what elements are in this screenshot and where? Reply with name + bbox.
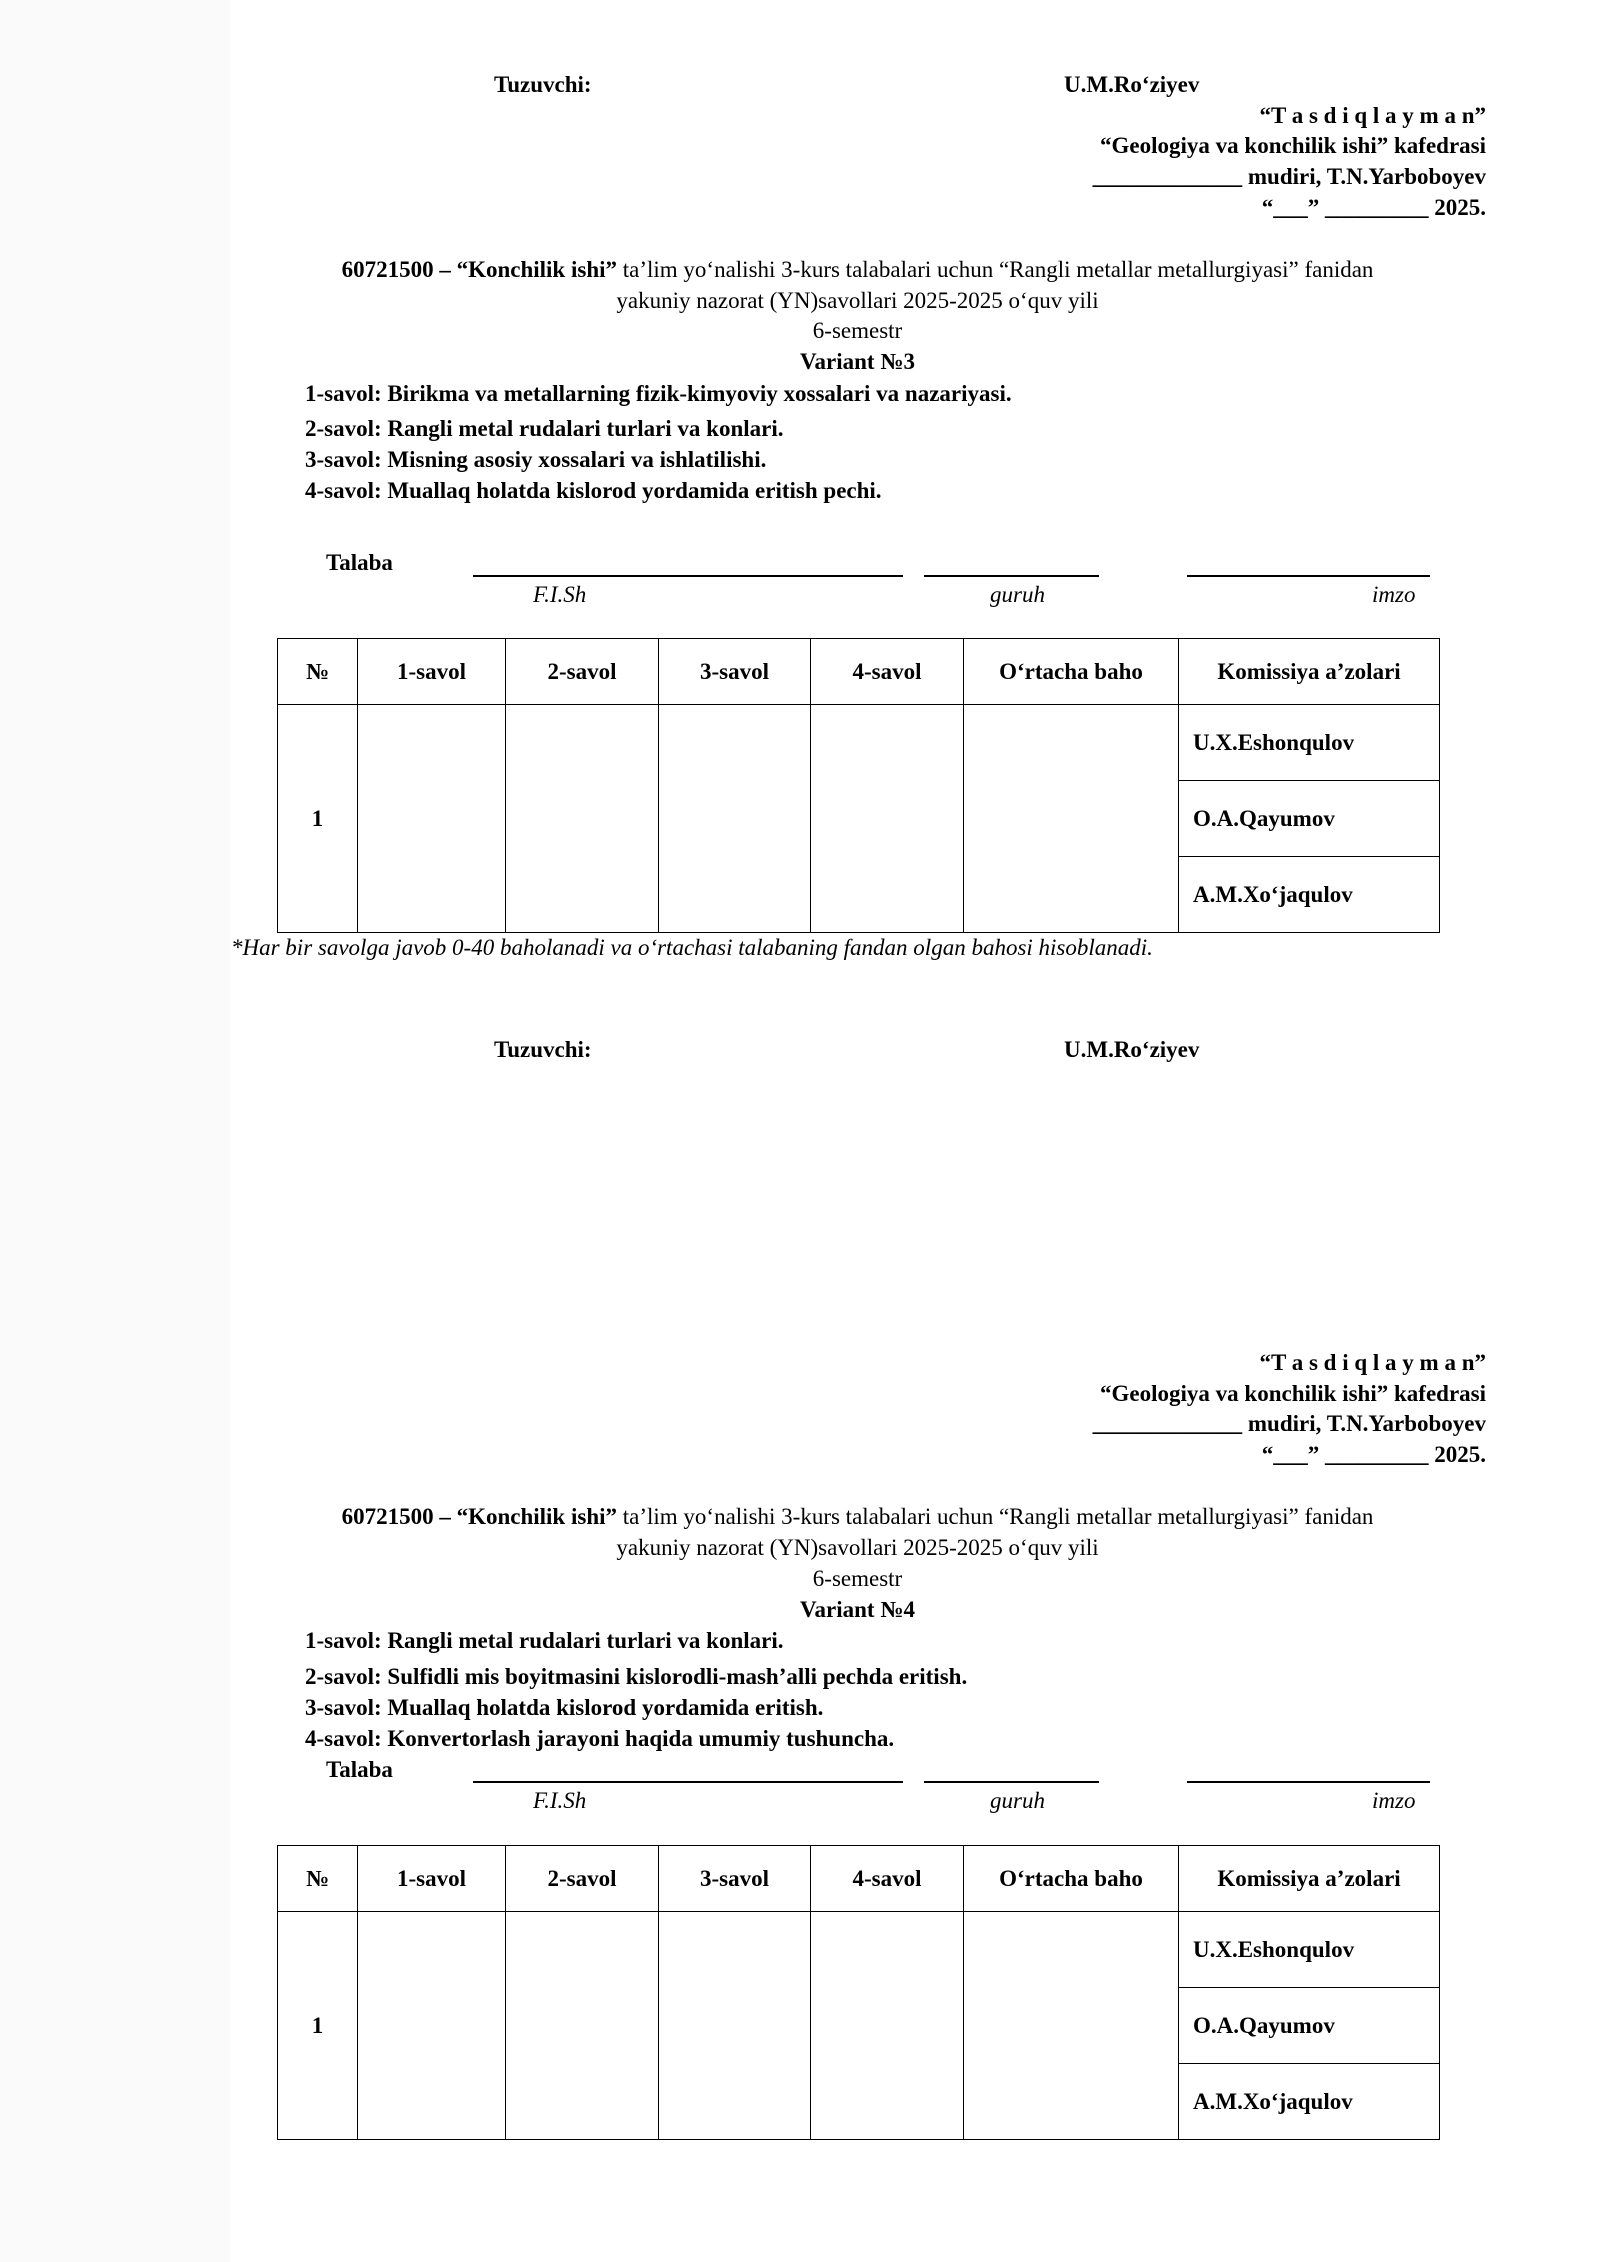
exam-heading-line1 — [230, 257, 1485, 283]
approval-head-name: mudiri, T.N.Yarboboyev — [1247, 164, 1486, 189]
row-number: 1 — [278, 705, 358, 933]
header-question-4: 4-savol — [811, 639, 964, 705]
question-2: 2-savol: Rangli metal rudalari turlari va konlari. — [305, 416, 784, 441]
signature-line — [1187, 1781, 1430, 1783]
fish-caption: F.I.Sh — [533, 582, 587, 607]
approval-title: “T a s d i q l a y m a n” — [1259, 103, 1486, 128]
footnote: *Har bir savolga javob 0-40 baholanadi va o‘rtachasi talabaning fandan olgan bahosi hisoblanadi. — [231, 935, 1153, 960]
signature-caption: imzo — [1372, 1788, 1416, 1813]
semester: 6-semestr — [812, 1566, 903, 1591]
header-commission: Komissiya a’zolari — [1179, 1846, 1440, 1912]
compiler-label: Tuzuvchi: — [494, 72, 592, 97]
approval-date: “___” _________ 2025. — [1261, 1442, 1486, 1467]
variant-title: Variant №3 — [800, 349, 915, 374]
grade-cell-1 — [358, 1912, 506, 2140]
compiler-name: U.M.Ro‘ziyev — [1064, 72, 1200, 97]
grade-cell-2 — [506, 705, 659, 933]
group-caption: guruh — [990, 582, 1045, 607]
heading-text: ta’lim yo‘nalishi 3-kurs talabalari uchun “Rangli metallar metallurgiyasi” fanidan — [617, 257, 1374, 282]
commission-member: A.M.Xo‘jaqulov — [1179, 2064, 1440, 2140]
signature-blank: _____________ — [1092, 164, 1243, 189]
compiler-name-2: U.M.Ro‘ziyev — [1064, 1037, 1200, 1062]
approval-head — [1093, 1411, 1486, 1437]
student-label: Talaba — [326, 550, 393, 575]
signature-line — [1187, 575, 1430, 577]
program-code: 60721500 – “Konchilik ishi” — [341, 257, 617, 282]
header-question-2: 2-savol — [506, 639, 659, 705]
header-number: № — [278, 1846, 358, 1912]
approval-head-name: mudiri, T.N.Yarboboyev — [1247, 1411, 1486, 1436]
exam-heading-line2: yakuniy nazorat (YN)savollari 2025-2025 o‘quv yili — [616, 1535, 1099, 1560]
signature-blank: _____________ — [1092, 1411, 1243, 1436]
grade-cell-1 — [358, 705, 506, 933]
grade-cell-3 — [659, 1912, 811, 2140]
grading-table — [277, 638, 1440, 933]
exam-heading-line2: yakuniy nazorat (YN)savollari 2025-2025 o‘quv yili — [616, 288, 1099, 313]
approval-title: “T a s d i q l a y m a n” — [1259, 1350, 1486, 1375]
table-row — [278, 705, 1440, 781]
question-1: 1-savol: Rangli metal rudalari turlari va konlari. — [305, 1628, 784, 1653]
semester: 6-semestr — [812, 318, 903, 343]
group-caption: guruh — [990, 1788, 1045, 1813]
student-label: Talaba — [326, 1757, 393, 1782]
program-code: 60721500 – “Konchilik ishi” — [341, 1504, 617, 1529]
header-question-3: 3-savol — [659, 639, 811, 705]
average-cell — [964, 1912, 1179, 2140]
approval-head — [1093, 164, 1486, 190]
question-2: 2-savol: Sulfidli mis boyitmasini kislorodli-mash’alli pechda eritish. — [305, 1664, 968, 1689]
header-question-4: 4-savol — [811, 1846, 964, 1912]
approval-department: “Geologiya va konchilik ishi” kafedrasi — [1100, 133, 1486, 158]
header-commission: Komissiya a’zolari — [1179, 639, 1440, 705]
approval-date: “___” _________ 2025. — [1261, 195, 1486, 220]
table-header-row — [278, 639, 1440, 705]
fish-line — [473, 575, 903, 577]
header-question-3: 3-savol — [659, 1846, 811, 1912]
question-1: 1-savol: Birikma va metallarning fizik-kimyoviy xossalari va nazariyasi. — [305, 381, 1012, 406]
header-number: № — [278, 639, 358, 705]
commission-member: O.A.Qayumov — [1179, 1988, 1440, 2064]
heading-text: ta’lim yo‘nalishi 3-kurs talabalari uchun “Rangli metallar metallurgiyasi” fanidan — [617, 1504, 1374, 1529]
fish-line — [473, 1781, 903, 1783]
variant-title: Variant №4 — [800, 1597, 915, 1622]
question-3: 3-savol: Muallaq holatda kislorod yordamida eritish. — [305, 1695, 824, 1720]
grade-cell-2 — [506, 1912, 659, 2140]
header-question-1: 1-savol — [358, 1846, 506, 1912]
signature-caption: imzo — [1372, 582, 1416, 607]
commission-member: O.A.Qayumov — [1179, 781, 1440, 857]
row-number: 1 — [278, 1912, 358, 2140]
grade-cell-4 — [811, 1912, 964, 2140]
question-3: 3-savol: Misning asosiy xossalari va ishlatilishi. — [305, 447, 767, 472]
commission-member: U.X.Eshonqulov — [1179, 1912, 1440, 1988]
group-line — [924, 575, 1099, 577]
header-question-2: 2-savol — [506, 1846, 659, 1912]
header-average: O‘rtacha baho — [964, 1846, 1179, 1912]
page-margin-shade — [0, 0, 230, 2262]
grade-cell-4 — [811, 705, 964, 933]
group-line — [924, 1781, 1099, 1783]
compiler-label-2: Tuzuvchi: — [494, 1037, 592, 1062]
commission-member: A.M.Xo‘jaqulov — [1179, 857, 1440, 933]
grading-table — [277, 1845, 1440, 2140]
approval-department: “Geologiya va konchilik ishi” kafedrasi — [1100, 1381, 1486, 1406]
fish-caption: F.I.Sh — [533, 1788, 587, 1813]
grade-cell-3 — [659, 705, 811, 933]
commission-member: U.X.Eshonqulov — [1179, 705, 1440, 781]
header-question-1: 1-savol — [358, 639, 506, 705]
exam-heading-line1 — [230, 1504, 1485, 1530]
average-cell — [964, 705, 1179, 933]
header-average: O‘rtacha baho — [964, 639, 1179, 705]
question-4: 4-savol: Muallaq holatda kislorod yordamida eritish pechi. — [305, 478, 882, 503]
table-header-row — [278, 1846, 1440, 1912]
table-row — [278, 1912, 1440, 1988]
question-4: 4-savol: Konvertorlash jarayoni haqida umumiy tushuncha. — [305, 1726, 895, 1751]
